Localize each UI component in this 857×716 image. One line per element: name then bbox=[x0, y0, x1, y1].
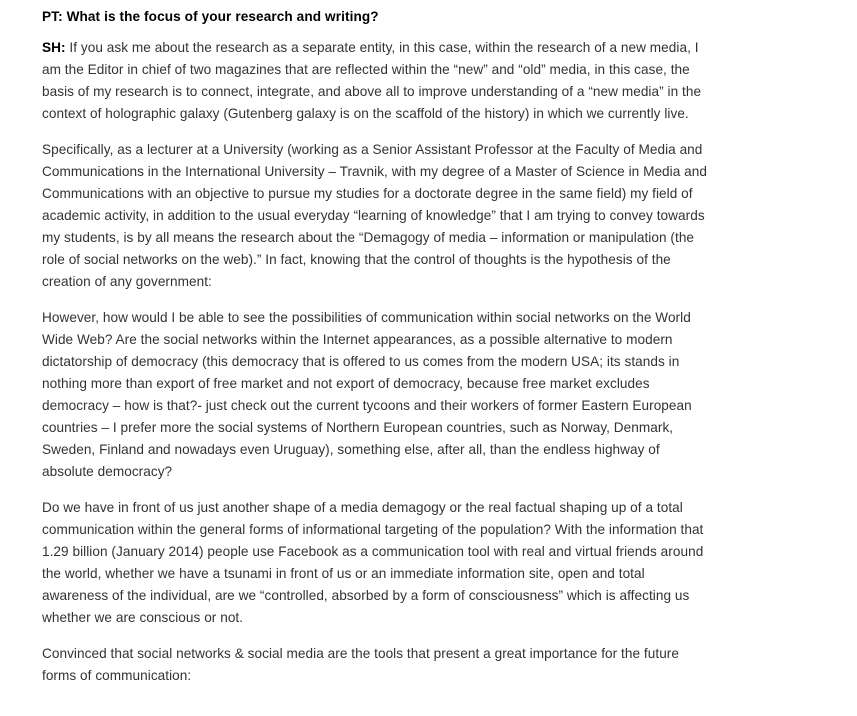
answer-speaker-label: SH: bbox=[42, 40, 66, 55]
answer-paragraph-4: Do we have in front of us just another shape of a media demagogy or the real factual shaping up of a total communication within the general forms of informational targeting of the population? With the information that 1.29 billion (January 2014) people use Facebook as a communication tool with real and virtual friends around the world, whether we have a tsunami in front of us or an immediate information site, open and total awareness of the individual, are we “controlled, absorbed by a form of consciousness” which is affecting us whether we are conscious or not. bbox=[42, 500, 704, 625]
answer-paragraph-2: Specifically, as a lecturer at a University (working as a Senior Assistant Professor at the Faculty of Media and Communications in the International University – Travnik, with my degree of a Master of Science in Media and Communications with an objective to pursue my studies for a doctorate degree in the same field) my field of academic activity, in addition to the usual everyday “learning of knowledge” that I am trying to convey towards my students, is by all means the research about the “Demagogy of media – information or manipulation (the role of social networks on the web).” In fact, knowing that the control of thoughts is the hypothesis of the creation of any government: bbox=[42, 142, 708, 289]
interview-article bbox=[42, 6, 710, 701]
answer-paragraph-1-text: If you ask me about the research as a separate entity, in this case, within the research of a new media, I am the Editor in chief of two magazines that are reflected within the “new” and “old” media, in this case, the basis of my research is to connect, integrate, and above all to improve understanding of a “new media” in the context of holographic galaxy (Gutenberg galaxy is on the scaffold of the history) in which we currently live. bbox=[42, 40, 702, 121]
answer-paragraph-5: Convinced that social networks & social media are the tools that present a great importance for the future forms of communication: bbox=[42, 646, 679, 683]
interview-question: PT: What is the focus of your research and writing? bbox=[42, 9, 379, 24]
answer-paragraph-1 bbox=[42, 37, 710, 125]
answer-paragraph-3: However, how would I be able to see the possibilities of communication within social networks on the World Wide Web? Are the social networks within the Internet appearances, as a possible alternative to modern dictatorship of democracy (this democracy that is offered to us comes from the modern USA; its stands in nothing more than export of free market and not export of democracy, because free market excludes democracy – how is that?- just check out the current tycoons and their workers of former Eastern European countries – I prefer more the social systems of Northern European countries, such as Norway, Denmark, Sweden, Finland and nowadays even Uruguay), something else, after all, than the endless highway of absolute democracy? bbox=[42, 310, 692, 479]
